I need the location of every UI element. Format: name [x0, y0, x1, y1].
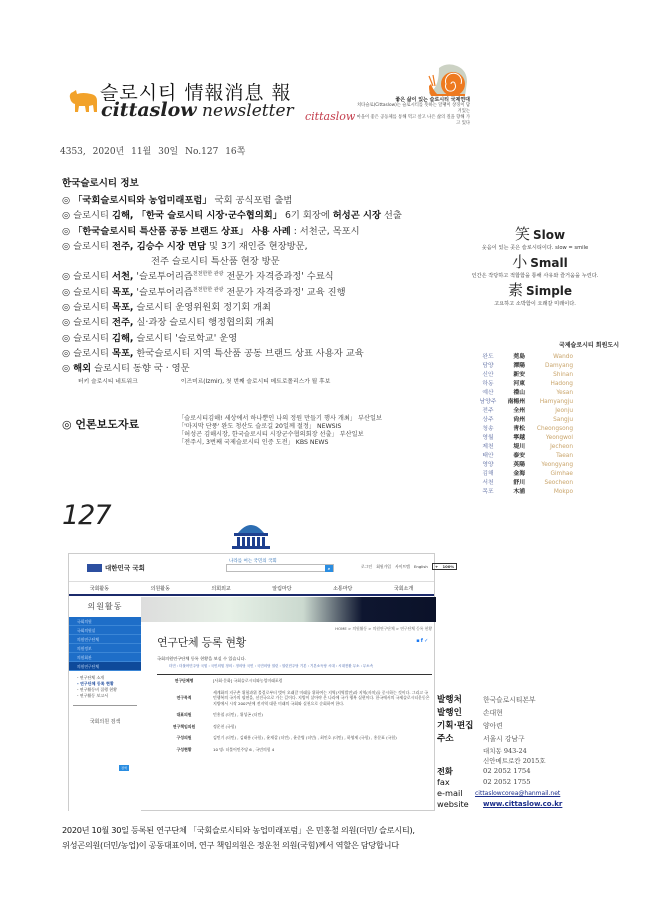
sidebar-nav-item[interactable]: 국회의원실: [69, 626, 141, 635]
motto-small: 小 Small: [512, 253, 568, 271]
city-en: Seocheon: [544, 480, 573, 486]
news-item-continuation: 전주 슬로시티 특산품 현장 방문: [151, 256, 280, 268]
news-item: ◎ 「국회슬로시티와 농업미래포럼」 국회 공식포럼 출범: [62, 195, 293, 206]
city-ko: 영월: [482, 435, 494, 441]
city-ko: 서천: [482, 480, 494, 486]
city-en: Yeongwol: [545, 435, 573, 441]
member-city-row: [475, 470, 635, 479]
motto-desc: 웃음이 있는 곳은 슬로시티이다. slow = smile: [481, 245, 589, 251]
site-banner-image: [141, 597, 436, 622]
news-item: ◎ 슬로시티 김해, 「한국 슬로시티 시장·군수협의회」 6기 회장에 허성곤 시장 선출: [62, 210, 402, 222]
motto-slow: 笑 Slow: [514, 225, 566, 243]
brand-cittaslow: cittaslow: [101, 99, 197, 121]
content-intro: 국회의원연구단체 등록 현황을 보실 수 있습니다.: [157, 656, 246, 661]
member-city-row: [475, 425, 635, 434]
issue-info: [60, 144, 245, 157]
signup-link[interactable]: 회원가입: [376, 564, 391, 569]
member-search-label: 국회의원 검색: [89, 719, 121, 725]
caption-line: 2020년 10월 30일 등록된 연구단체 「국회슬로시티와 농업미래포럼」은 민홍철 의원(더민/ 슬로시티),: [62, 825, 415, 835]
slogan-line: 마을이 좋은 공동체를 통해 먹고 살고 나은 삶의 질을 향해 가고 있다: [356, 115, 470, 126]
pub-row: 발행인 손대현: [437, 708, 503, 718]
nav-item[interactable]: 의원활동: [150, 585, 170, 592]
member-cities-title: 국제슬로시티 회원도시: [558, 342, 619, 349]
news-item: ◎ 슬로시티 전주, 실·과장 슬로시티 행정협의회 개최: [62, 317, 274, 329]
city-ko: 목포: [482, 489, 494, 495]
page-number: 127: [62, 500, 111, 531]
pub-row: 기획·편집 양아련: [437, 721, 503, 731]
member-city-row: [475, 362, 635, 371]
slogan-title: 좋은 삶이 있는 슬로시티 국제연대: [395, 97, 470, 103]
city-hanja: 新安: [513, 372, 525, 378]
slogan-line: 치타슬로(Cittaslow)는 슬로시티를 뜻하는 달팽이 상징이 담겨있는: [357, 103, 470, 114]
sidebar-nav-item[interactable]: 의원회관: [69, 653, 141, 662]
city-ko: 김해: [482, 471, 494, 477]
member-city-row: [475, 479, 635, 488]
search-icon[interactable]: ⌕: [325, 565, 333, 572]
city-en: Cheongsong: [536, 426, 573, 432]
city-en: Damyang: [545, 363, 573, 369]
sidebar-nav-item[interactable]: 의원연구단체: [69, 635, 141, 644]
pub-row: 발행처 한국슬로시티본부: [437, 695, 536, 705]
member-city-row: [475, 443, 635, 452]
subnav-item[interactable]: - 연구활동 보고서: [77, 693, 109, 698]
city-ko: 상주: [482, 417, 494, 423]
screenshot-caption: [62, 823, 642, 853]
slogan-block: [355, 97, 470, 127]
news-item: ◎ 「한국슬로시티 특산품 공동 브랜드 상표」 사용 사례 : 서천군, 목포시: [62, 225, 360, 237]
subnav-item[interactable]: - 연구단체 소개: [77, 675, 105, 680]
member-city-row: [475, 398, 635, 407]
city-hanja: 寧越: [513, 435, 525, 441]
city-ko: 신안: [482, 372, 494, 378]
util-links: [361, 564, 457, 570]
city-ko: 예산: [482, 390, 494, 396]
login-link[interactable]: 로그인: [361, 564, 373, 569]
newsletter-title-en: [101, 99, 294, 121]
member-cities: [475, 340, 635, 497]
bull-logo-icon: [67, 88, 99, 114]
site-content: [157, 622, 432, 755]
motto-desc: 고요하고 소박함이 오래갈 미래이다.: [494, 301, 576, 307]
member-city-row: [475, 371, 635, 380]
pub-row: 주소 서울시 강남구: [437, 734, 525, 744]
city-en: Wando: [553, 354, 573, 360]
sidebar-nav-item[interactable]: 국회의원: [69, 617, 141, 626]
subnav-item[interactable]: - 연구활동비 집행 현황: [77, 687, 118, 692]
news-item: ◎ 해외 슬로시티 동향 국 · 영문: [62, 363, 190, 375]
press-item: 「전주시, 3번째 국제슬로시티 인증 도전」 KBS NEWS: [178, 439, 329, 446]
table-row: 연구단체명 [사회·문화] 국회슬로시티와농업미래포럼: [174, 678, 283, 683]
zoom-control[interactable]: + 100%: [432, 563, 457, 570]
city-hanja: 木浦: [513, 489, 525, 495]
table-row: 구성의원 김민기 (더민) , 김태흠 (국힘) , 윤재갑 (더민) , 윤준병 (더민) , 최인호 (더민) , 하영제 (국힘) , 홍문표 (국힘): [176, 735, 397, 740]
city-hanja: 禮山: [513, 390, 525, 396]
pub-row: fax 02 2052 1755: [437, 777, 531, 787]
city-hanja: 堤川: [513, 444, 525, 450]
table-row: 대표의원 민홍철 (더민) , 위성곤 (더민): [176, 712, 263, 717]
news-item: ◎ 슬로시티 목포, '슬로투어리즘$^{천천한한 관광}$ 전문가 자격증과정' 교육 진행: [62, 286, 346, 298]
city-hanja: 潭陽: [513, 363, 525, 369]
city-hanja: 莞島: [513, 354, 525, 360]
city-en: Shinan: [553, 372, 573, 378]
snail-logo-icon: [425, 62, 471, 102]
nav-item[interactable]: 소통마당: [333, 585, 353, 592]
sidebar-nav-item[interactable]: 의원정보: [69, 644, 141, 653]
city-ko: 완도: [482, 354, 494, 360]
divider: [73, 705, 137, 706]
sidebar-nav-item-active[interactable]: 의원연구단체: [69, 662, 141, 671]
city-en: Gimhae: [550, 471, 573, 477]
brand-newsletter: newsletter: [202, 101, 294, 121]
city-en: Jeonju: [555, 408, 573, 414]
city-hanja: 南楊州: [507, 399, 525, 405]
member-city-row: [475, 407, 635, 416]
city-ko: 하동: [482, 381, 494, 387]
sidebar-nav: [69, 617, 141, 671]
motto-desc: 인간은 작당하고 적합함을 통해 사유와 즐거움을 누린다.: [471, 273, 599, 279]
city-hanja: 泰安: [513, 453, 525, 459]
caption-line: 위성곤의원(더민/농업)이 공동대표이며, 연구 책임의원은 정운천 의원(국힘)께서 역할은 담당합니다: [62, 840, 399, 850]
site-brand[interactable]: 대한민국 국회: [87, 563, 145, 572]
issue-pages: 16쪽: [225, 147, 246, 157]
city-en: Hadong: [550, 381, 573, 387]
member-city-row: [475, 452, 635, 461]
national-assembly-logo-icon: [228, 519, 274, 551]
assembly-website-screenshot: [68, 553, 455, 811]
news-item: ◎ 슬로시티 목포, 한국슬로시티 지역 특산품 공동 브랜드 상표 사용자 교육: [62, 347, 364, 359]
pub-row: 대치동 943-24: [483, 747, 527, 755]
city-ko: 제천: [482, 444, 494, 450]
nav-item[interactable]: 의회외교: [211, 585, 231, 592]
city-en: Jecheon: [550, 444, 573, 450]
email-link[interactable]: cittaslowcorea@hanmail.net: [475, 790, 561, 797]
news-item: ◎ 슬로시티 목포, 슬로시티 운영위원회 정기회 개최: [62, 302, 272, 314]
pub-row: 전화 02 2052 1754: [437, 766, 531, 776]
website-link[interactable]: www.cittaslow.co.kr: [483, 800, 563, 808]
member-city-row: [475, 488, 635, 497]
issue-date: 2020년 11월 30일: [92, 147, 179, 157]
press-item: 「'마지막 단풍' 완도 청산도 슬로길 20일께 절정」 NEWSIS: [178, 423, 342, 430]
news-item: ◎ 슬로시티 전주, 김승수 시장 면담 및 3기 재인증 현장방문,: [62, 240, 308, 252]
table-row: 연구책임의원 정운천 (국힘): [172, 723, 237, 729]
press-list: [178, 415, 382, 447]
city-hanja: 尙州: [513, 417, 525, 423]
subnav-item-active[interactable]: - 연구단체 등록 현황: [77, 681, 114, 686]
content-title: 연구단체 등록 현황 ▪ f ✓: [157, 636, 428, 649]
assembly-icon: [87, 564, 102, 572]
city-hanja: 全州: [513, 408, 525, 414]
member-search-button[interactable]: 검색: [119, 765, 129, 771]
site-sidebar: [69, 597, 141, 812]
english-link[interactable]: English: [414, 564, 428, 569]
motto-simple: 素 Simple: [507, 281, 573, 299]
issue-number: 4353,: [60, 147, 86, 157]
city-en: Hamyangju: [539, 399, 573, 405]
city-hanja: 靑松: [513, 426, 525, 432]
city-ko: 태안: [482, 453, 494, 459]
press-item: 「허성곤 김해시장, 한국슬로시티 시장군수협의회장 선출」 부산일보: [178, 431, 364, 438]
city-ko: 영양: [482, 462, 494, 468]
overseas-subitem: 터키 슬로시티 네트워크 이즈미르(Izmir), 첫 번째 슬로시티 메트로폴리스가 될 후보: [78, 378, 331, 385]
member-city-row: [475, 434, 635, 443]
member-city-row: [475, 389, 635, 398]
sitemap-link[interactable]: 사이트맵: [395, 564, 410, 569]
city-en: Sangju: [553, 417, 573, 423]
section-title: 한국슬로시티 정보: [62, 178, 139, 189]
table-row: 구성현황 10 명: 더불어민주당 6 , 국민의힘 4: [176, 746, 275, 752]
table-row: 연구목적 세계화의 지구촌 위험과위 불결로부터 벗어 오래갈 미래를 위하여는 지역(지역발전)과 지역(자치)를 중시하는 것이다. 그리고 국민행복의 국가의 필연을, 선진국으로 가는 길이다. 지방이 살아야 온 나라에 국가 행복 실현이다. 한국에서의 국제슬로시티운동은 지방에서 시작 2007년에 전지역 대한 미래의 국회와 실천으로 순회하여 한다.: [176, 689, 430, 706]
site-search-input[interactable]: [226, 564, 334, 572]
city-en: Yeongyang: [541, 462, 573, 468]
issue-no: No.127: [185, 147, 219, 157]
nav-item[interactable]: 국회활동: [89, 585, 110, 592]
city-ko: 담양: [482, 363, 494, 369]
pub-row: 신안메트로칸 2015호: [483, 757, 546, 765]
research-group-table: [157, 674, 432, 755]
news-item: ◎ 슬로시티 서천, '슬로투어리즘$^{천천한한 관광}$ 전문가 자격증과정' 수료식: [62, 271, 334, 283]
sidebar-title: 의원활동: [87, 602, 123, 611]
press-item: 「슬로시티김해! 세상에서 하나뿐인 나의 정원 만들기 행사 개최」 부산일보: [178, 415, 382, 422]
motto-block: [445, 225, 635, 309]
share-icons[interactable]: ▪ f ✓: [416, 638, 428, 644]
city-ko: 청송: [482, 426, 494, 432]
member-city-row: [475, 380, 635, 389]
news-item: ◎ 슬로시티 김해, 슬로시티 '슬로학교' 운영: [62, 332, 238, 344]
party-legend: 더민 : 더불어민주당 국힘 : 국민의힘 정의 : 정의당 국민 : 국민의당 열린 : 열린민주당 기본 : 기본소득당 시대 : 시대전환 무소 : 무소속: [169, 664, 374, 668]
city-hanja: 舒川: [513, 480, 525, 486]
city-ko: 남양주: [479, 399, 497, 405]
sidebar-subnav: [69, 671, 141, 699]
pub-email-row: e-mail cittaslowcorea@hanmail.net: [437, 788, 561, 798]
publisher-info: [437, 694, 637, 810]
member-city-row: [475, 416, 635, 425]
nav-item[interactable]: 국회소개: [393, 585, 414, 592]
news-list: [62, 175, 442, 391]
site-motto: 나라를 여는 국민의 국회: [229, 559, 277, 564]
city-hanja: 金海: [513, 471, 525, 477]
site-header: [69, 554, 455, 582]
newsletter-title-ko: 슬로시티 情報消息 報: [100, 82, 292, 104]
city-hanja: 英陽: [513, 462, 525, 468]
member-city-row: [475, 353, 635, 362]
city-en: Taean: [556, 453, 573, 459]
breadcrumb: HOME > 의원활동 > 의원연구단체 > 연구단체 등록 현황: [335, 626, 432, 631]
press-label: ◎ 언론보도자료: [62, 418, 140, 431]
cittaslow-logo-text: cittaslow: [305, 110, 356, 123]
city-ko: 전주: [482, 408, 494, 414]
site-main-nav: [69, 582, 434, 596]
city-en: Mokpo: [553, 489, 573, 495]
pub-website-row: website www.cittaslow.co.kr: [437, 799, 563, 809]
nav-item[interactable]: 알림마당: [272, 585, 292, 592]
city-en: Yesan: [556, 390, 573, 396]
member-city-row: [475, 461, 635, 470]
city-hanja: 河東: [513, 381, 525, 387]
